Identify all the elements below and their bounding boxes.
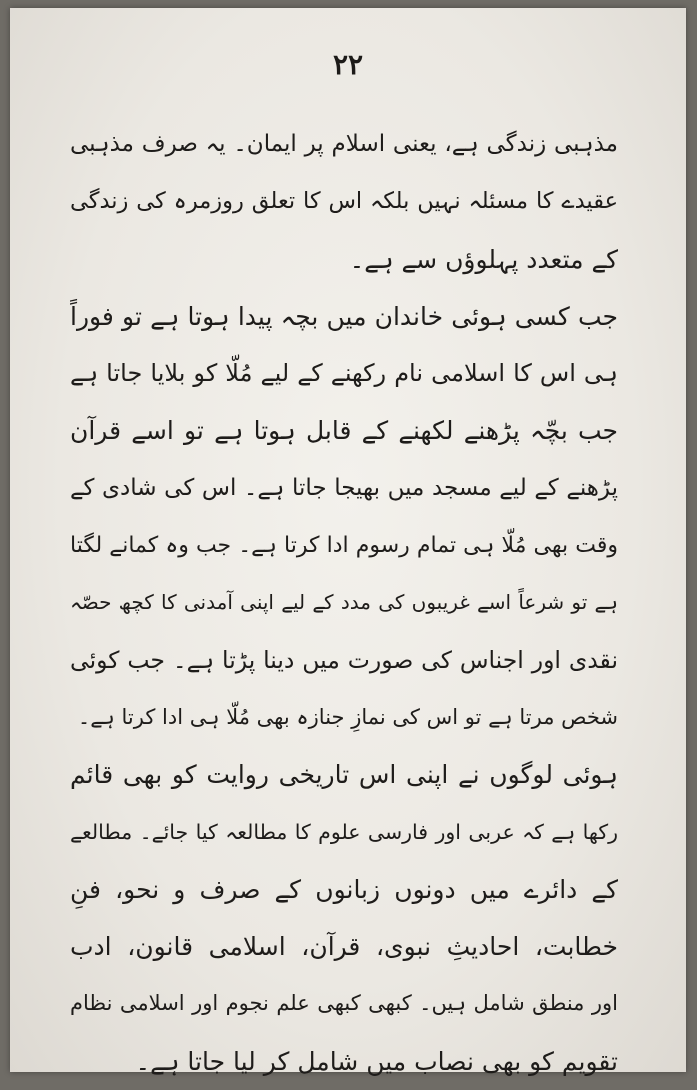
text-line-2: عقیدے کا مسئلہ نہیں بلکہ اس کا تعلق روزمرہ کی زندگی [70, 188, 618, 215]
text-line-6: جب بچّہ پڑھنے لکھنے کے قابل ہوتا ہے تو اسے قرآن [70, 416, 618, 446]
text-line-4: جب کسی ہوئی خاندان میں بچہ پیدا ہوتا ہے تو فوراً [70, 301, 618, 331]
text-line-10: نقدی اور اجناس کی صورت میں دینا پڑتا ہے۔ جب کوئی [70, 645, 618, 674]
page-text [70, 116, 618, 1090]
page-number: ۲۲ [332, 48, 364, 81]
text-line-8: وقت بھی مُلّا ہی تمام رسوم ادا کرتا ہے۔ جب وہ کمانے لگتا [70, 533, 618, 559]
text-line-15: خطابت، احادیثِ نبوی، قرآن، اسلامی قانون، ادب [70, 932, 618, 962]
text-line-1: مذہبی زندگی ہے، یعنی اسلام پر ایمان۔ یہ صرف مذہبی [70, 131, 618, 157]
text-line-16: اور منطق شامل ہیں۔ کبھی کبھی علم نجوم اور اسلامی نظام [70, 991, 618, 1016]
text-line-3: کے متعدد پہلوؤں سے ہے۔ [349, 244, 618, 274]
text-line-11: شخص مرتا ہے تو اس کی نمازِ جنازہ بھی مُلّا ہی ادا کرتا ہے۔ [77, 704, 618, 729]
text-line-9: ہے تو شرعاً اسے غریبوں کی مدد کے لیے اپنی آمدنی کا کچھ حصّہ [70, 590, 618, 615]
text-line-12: ہوئی لوگوں نے اپنی اس تاریخی روایت کو بھی قائم [70, 760, 618, 790]
text-line-17: تقویم کو بھی نصاب میں شامل کر لیا جاتا ہے۔ [135, 1046, 618, 1076]
book-page [10, 8, 686, 1076]
text-line-14: کے دائرے میں دونوں زبانوں کے صرف و نحو، فنِ [70, 874, 618, 904]
text-line-7: پڑھنے کے لیے مسجد میں بھیجا جاتا ہے۔ اس کی شادی کے [70, 474, 618, 501]
text-line-5: ہی اس کا اسلامی نام رکھنے کے لیے مُلّا کو بلایا جاتا ہے [70, 359, 618, 388]
text-line-13: رکھا ہے کہ عربی اور فارسی علوم کا مطالعہ کیا جائے۔ مطالعے [70, 819, 618, 844]
